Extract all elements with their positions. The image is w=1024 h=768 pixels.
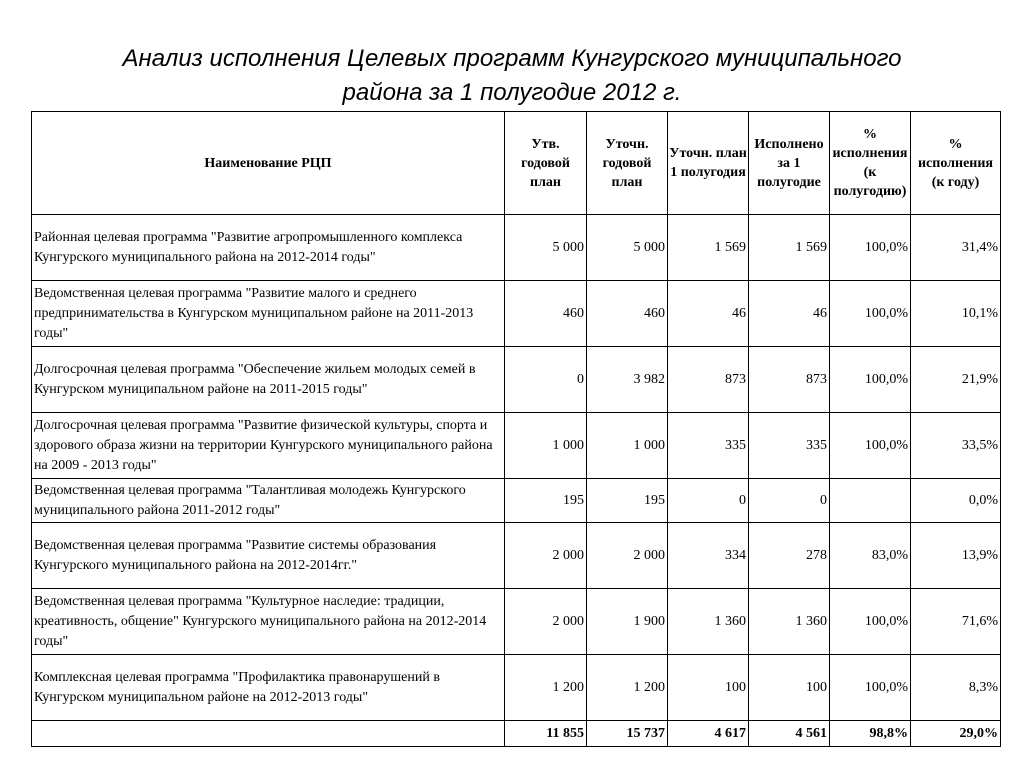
pct-year: 71,6% xyxy=(911,589,1001,655)
refined-year-plan: 1 200 xyxy=(587,655,668,721)
page-title-line-1: Анализ исполнения Целевых программ Кунгурского муниципального xyxy=(122,45,902,72)
refined-year-plan: 5 000 xyxy=(587,215,668,281)
total-refined-half-plan: 4 617 xyxy=(668,721,749,747)
pct-half: 83,0% xyxy=(830,523,911,589)
total-executed-half: 4 561 xyxy=(749,721,830,747)
pct-year: 33,5% xyxy=(911,413,1001,479)
table-row xyxy=(32,523,1001,589)
pct-half: 100,0% xyxy=(830,413,911,479)
pct-half: 100,0% xyxy=(830,281,911,347)
table-row xyxy=(32,655,1001,721)
approved-plan: 195 xyxy=(505,479,587,523)
pct-half: 100,0% xyxy=(830,215,911,281)
approved-plan: 1 000 xyxy=(505,413,587,479)
program-name: Комплексная целевая программа "Профилактика правонарушений в Кунгурском муниципальном районе на 2012-2013 годы" xyxy=(32,655,505,721)
program-name: Долгосрочная целевая программа "Развитие физической культуры, спорта и здорового образа жизни на территории Кунгурского муниципального района на 2009 - 2013 годы" xyxy=(32,413,505,479)
total-pct-half: 98,8% xyxy=(830,721,911,747)
header-pct-year: % исполнения (к году) xyxy=(911,112,1001,215)
total-refined-year-plan: 15 737 xyxy=(587,721,668,747)
refined-year-plan: 460 xyxy=(587,281,668,347)
pct-year: 13,9% xyxy=(911,523,1001,589)
table-row xyxy=(32,589,1001,655)
program-name: Ведомственная целевая программа "Развитие системы образования Кунгурского муниципального района на 2012-2014гг." xyxy=(32,523,505,589)
pct-year: 31,4% xyxy=(911,215,1001,281)
program-name: Ведомственная целевая программа "Талантливая молодежь Кунгурского муниципального района 2011-2012 годы" xyxy=(32,479,505,523)
refined-half-plan: 100 xyxy=(668,655,749,721)
executed-half: 46 xyxy=(749,281,830,347)
pct-half: 100,0% xyxy=(830,655,911,721)
approved-plan: 2 000 xyxy=(505,589,587,655)
refined-half-plan: 873 xyxy=(668,347,749,413)
table-row xyxy=(32,413,1001,479)
page-title xyxy=(0,42,1024,110)
executed-half: 100 xyxy=(749,655,830,721)
program-name: Ведомственная целевая программа "Культурное наследие: традиции, креативность, общение" Кунгурского муниципального района на 2012-2014 годы" xyxy=(32,589,505,655)
approved-plan: 2 000 xyxy=(505,523,587,589)
pct-half: 100,0% xyxy=(830,347,911,413)
table-row xyxy=(32,215,1001,281)
pct-year: 0,0% xyxy=(911,479,1001,523)
programs-table xyxy=(31,111,1001,747)
refined-year-plan: 1 900 xyxy=(587,589,668,655)
total-pct-year: 29,0% xyxy=(911,721,1001,747)
refined-year-plan: 3 982 xyxy=(587,347,668,413)
refined-half-plan: 1 360 xyxy=(668,589,749,655)
header-refined-half-plan: Уточн. план 1 полугодия xyxy=(668,112,749,215)
program-name: Ведомственная целевая программа "Развитие малого и среднего предпринимательства в Кунгурском муниципальном районе на 2011-2013 годы" xyxy=(32,281,505,347)
table-row xyxy=(32,479,1001,523)
refined-half-plan: 334 xyxy=(668,523,749,589)
approved-plan: 1 200 xyxy=(505,655,587,721)
refined-half-plan: 335 xyxy=(668,413,749,479)
pct-year: 8,3% xyxy=(911,655,1001,721)
refined-year-plan: 2 000 xyxy=(587,523,668,589)
total-label xyxy=(32,721,505,747)
approved-plan: 5 000 xyxy=(505,215,587,281)
total-approved-plan: 11 855 xyxy=(505,721,587,747)
page-title-line-2: района за 1 полугодие 2012 г. xyxy=(342,79,682,106)
table-header-row xyxy=(32,112,1001,215)
refined-year-plan: 195 xyxy=(587,479,668,523)
refined-year-plan: 1 000 xyxy=(587,413,668,479)
executed-half: 873 xyxy=(749,347,830,413)
table-total-row xyxy=(32,721,1001,747)
pct-year: 21,9% xyxy=(911,347,1001,413)
refined-half-plan: 1 569 xyxy=(668,215,749,281)
executed-half: 1 569 xyxy=(749,215,830,281)
table-row xyxy=(32,281,1001,347)
refined-half-plan: 46 xyxy=(668,281,749,347)
program-name: Районная целевая программа "Развитие агропромышленного комплекса Кунгурского муниципального района на 2012-2014 годы" xyxy=(32,215,505,281)
pct-half: 100,0% xyxy=(830,589,911,655)
refined-half-plan: 0 xyxy=(668,479,749,523)
pct-year: 10,1% xyxy=(911,281,1001,347)
header-refined-year-plan: Уточн. годовой план xyxy=(587,112,668,215)
executed-half: 0 xyxy=(749,479,830,523)
header-program-name: Наименование РЦП xyxy=(32,112,505,215)
header-executed-half: Исполнено за 1 полугодие xyxy=(749,112,830,215)
executed-half: 335 xyxy=(749,413,830,479)
table-row xyxy=(32,347,1001,413)
pct-half xyxy=(830,479,911,523)
header-pct-half: % исполнения (к полугодию) xyxy=(830,112,911,215)
executed-half: 1 360 xyxy=(749,589,830,655)
program-name: Долгосрочная целевая программа "Обеспечение жильем молодых семей в Кунгурском муниципальном районе на 2011-2015 годы" xyxy=(32,347,505,413)
approved-plan: 0 xyxy=(505,347,587,413)
approved-plan: 460 xyxy=(505,281,587,347)
header-approved-plan: Утв. годовой план xyxy=(505,112,587,215)
executed-half: 278 xyxy=(749,523,830,589)
